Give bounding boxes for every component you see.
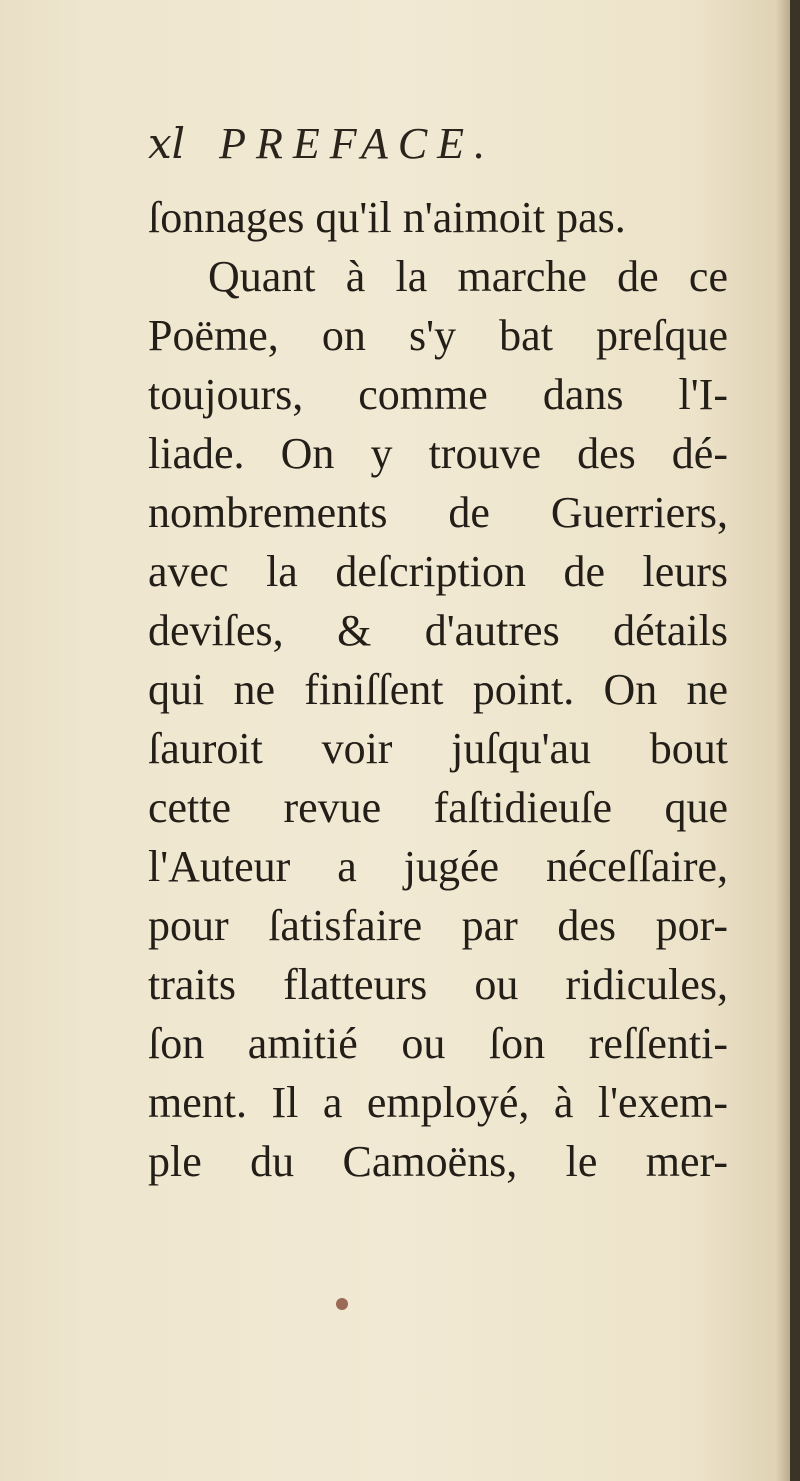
text-line: ſon amitié ou ſon reſſenti- [148,1019,728,1068]
text-line: ple du Camoëns, le mer- [148,1137,728,1186]
running-head: PREFACE. [219,119,496,168]
text-line: cette revue faſtidieuſe que [148,783,728,832]
text-line: toujours, comme dans l'I- [148,370,728,419]
text-line: qui ne finiſſent point. On ne [148,665,728,714]
text-line: liade. On y trouve des dé- [148,429,728,478]
text-line: pour ſatisfaire par des por- [148,901,728,950]
text-line: nombrements de Guerriers, [148,488,728,537]
text-line: Quant à la marche de ce [208,252,728,301]
text-line: Poëme, on s'y bat preſque [148,311,728,360]
text-line: ſonnages qu'il n'aimoit pas. [148,193,626,242]
page-header [148,118,495,188]
ink-dot-ornament [336,1298,348,1310]
text-line: ſauroit voir juſqu'au bout [148,724,728,773]
text-line: avec la deſcription de leurs [148,547,728,596]
text-line: ment. Il a employé, à l'exem- [148,1078,728,1127]
text-line: l'Auteur a jugée néceſſaire, [148,842,728,891]
page-number: xl [148,119,186,168]
text-line: traits flatteurs ou ridicules, [148,960,728,1009]
body-text [148,188,728,1191]
text-line: deviſes, & d'autres détails [148,606,728,655]
